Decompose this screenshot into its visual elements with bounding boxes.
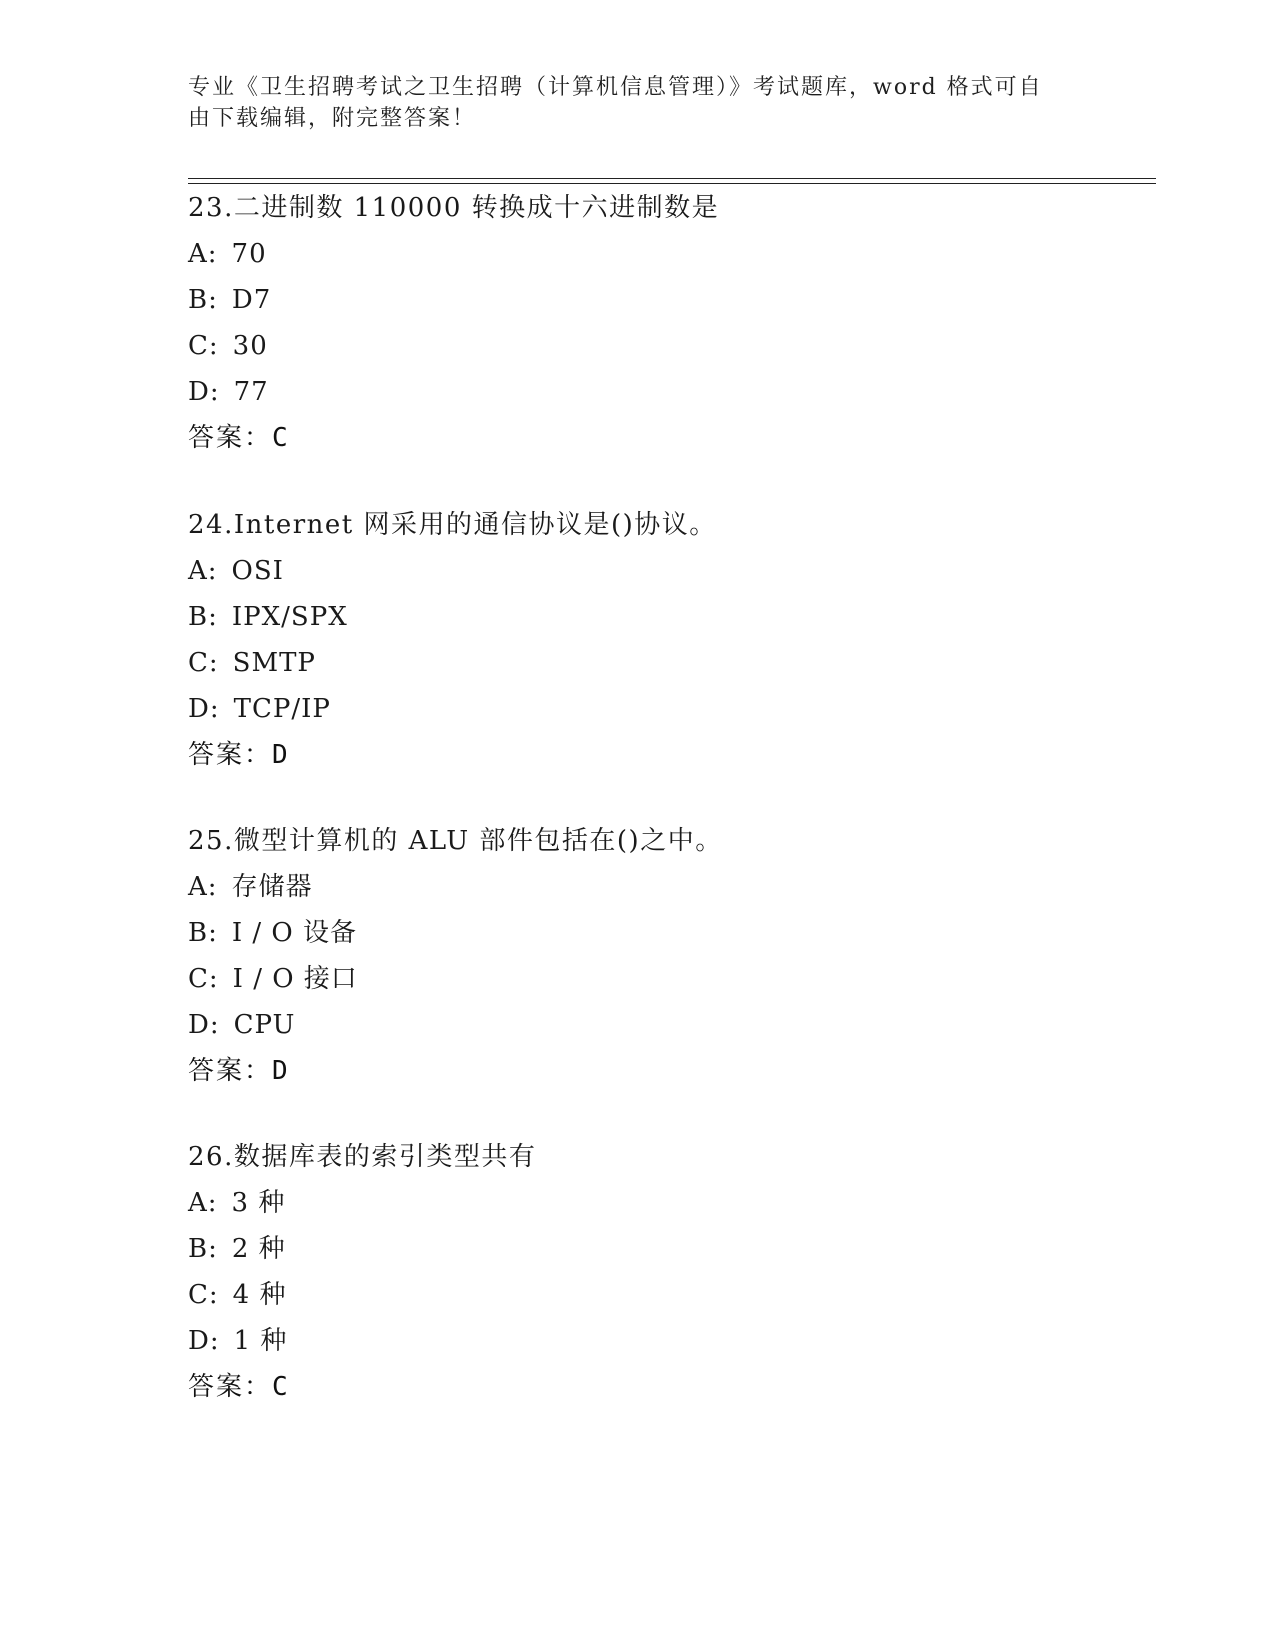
option-d [188,692,1156,738]
option-c [188,962,1156,1008]
question-block [188,508,1156,784]
option-a [188,237,1156,283]
option-value: 1 种 [233,1326,288,1356]
option-value: TCP/IP [233,694,331,724]
option-value: I / O 接口 [232,964,358,994]
option-a [188,870,1156,916]
answer-line [188,738,1156,784]
option-a [188,554,1156,600]
question-text: 23.二进制数 110000 转换成十六进制数是 [188,193,720,223]
option-value: D7 [231,285,272,315]
answer-line [188,1054,1156,1100]
answer-line [188,1370,1156,1416]
option-value: OSI [231,556,284,586]
option-d [188,1324,1156,1370]
header-line-1: 专业《卫生招聘考试之卫生招聘（计算机信息管理）》考试题库，word 格式可自 [188,75,1043,100]
question-text: 24.Internet 网采用的通信协议是()协议。 [188,510,717,540]
option-value: CPU [233,1010,296,1040]
option-letter: C: [188,648,219,678]
option-letter: B: [188,285,218,315]
answer-label: 答案： [188,1372,273,1402]
option-letter: D: [188,694,220,724]
option-letter: C: [188,331,219,361]
option-letter: A: [188,872,218,902]
option-d [188,375,1156,421]
option-letter: C: [188,964,219,994]
document-header [188,72,1068,134]
option-c [188,329,1156,375]
answer-value: C [272,423,288,453]
option-value: 30 [232,331,268,361]
answer-label: 答案： [188,423,273,453]
option-letter: B: [188,1234,218,1264]
option-c [188,1278,1156,1324]
option-letter: C: [188,1280,219,1310]
option-value: 存储器 [231,872,313,902]
option-letter: A: [188,1188,218,1218]
answer-label: 答案： [188,1056,273,1086]
option-letter: B: [188,918,218,948]
question-block [188,1140,1156,1416]
answer-value: D [272,1056,288,1086]
option-letter: D: [188,1010,220,1040]
answer-value: D [272,740,288,770]
option-value: 77 [233,377,269,407]
answer-label: 答案： [188,740,273,770]
question-block [188,824,1156,1100]
option-value: 70 [231,239,267,269]
option-letter: B: [188,602,218,632]
option-value: SMTP [232,648,316,678]
question-text: 26.数据库表的索引类型共有 [188,1142,537,1172]
question-text: 25.微型计算机的 ALU 部件包括在()之中。 [188,826,723,856]
header-line-2: 由下载编辑，附完整答案！ [188,106,477,131]
option-value: 2 种 [231,1234,286,1264]
option-b [188,283,1156,329]
option-a [188,1186,1156,1232]
option-letter: A: [188,239,218,269]
option-value: I / O 设备 [231,918,358,948]
option-value: 4 种 [232,1280,287,1310]
option-b [188,916,1156,962]
option-c [188,646,1156,692]
answer-value: C [272,1372,288,1402]
header-divider-top [188,178,1156,179]
option-letter: A: [188,556,218,586]
option-value: 3 种 [231,1188,286,1218]
option-b [188,1232,1156,1278]
answer-line [188,421,1156,467]
header-divider-bottom [188,183,1156,184]
option-d [188,1008,1156,1054]
option-b [188,600,1156,646]
option-letter: D: [188,377,220,407]
question-block [188,191,1156,467]
option-value: IPX/SPX [231,602,348,632]
option-letter: D: [188,1326,220,1356]
